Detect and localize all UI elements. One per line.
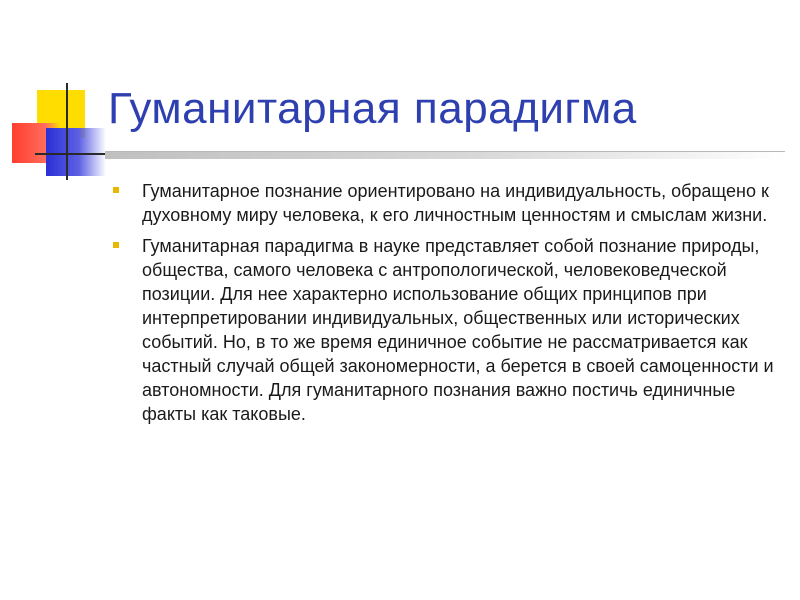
horizontal-line — [35, 153, 105, 155]
bullet-square-icon — [113, 187, 119, 193]
bullet-text: Гуманитарное познание ориентировано на индивидуальность, обращено к духовному миру человека, к его личностным ценностям и смыслам жизни. — [142, 181, 769, 225]
decorative-squares-logo — [0, 0, 120, 190]
bullet-list — [113, 179, 778, 433]
title-underline — [105, 151, 785, 159]
bullet-text: Гуманитарная парадигма в науке представляет собой познание природы, общества, самого человека с антропологической, человековедческой позиции. Для нее характерно использование общих принципов при интерпретировании индивидуальных, общественных или исторических событий. Но, в то же время единичное событие не рассматривается как частный случай общей закономерности, а берется в своей самоценности и автономности. Для гуманитарного познания важно постичь единичные факты как таковые. — [142, 236, 774, 424]
bullet-item — [113, 179, 778, 227]
bullet-item — [113, 234, 778, 426]
blue-square — [46, 128, 106, 176]
bullet-square-icon — [113, 242, 119, 248]
slide-title: Гуманитарная парадигма — [108, 84, 637, 133]
vertical-line — [66, 83, 68, 180]
